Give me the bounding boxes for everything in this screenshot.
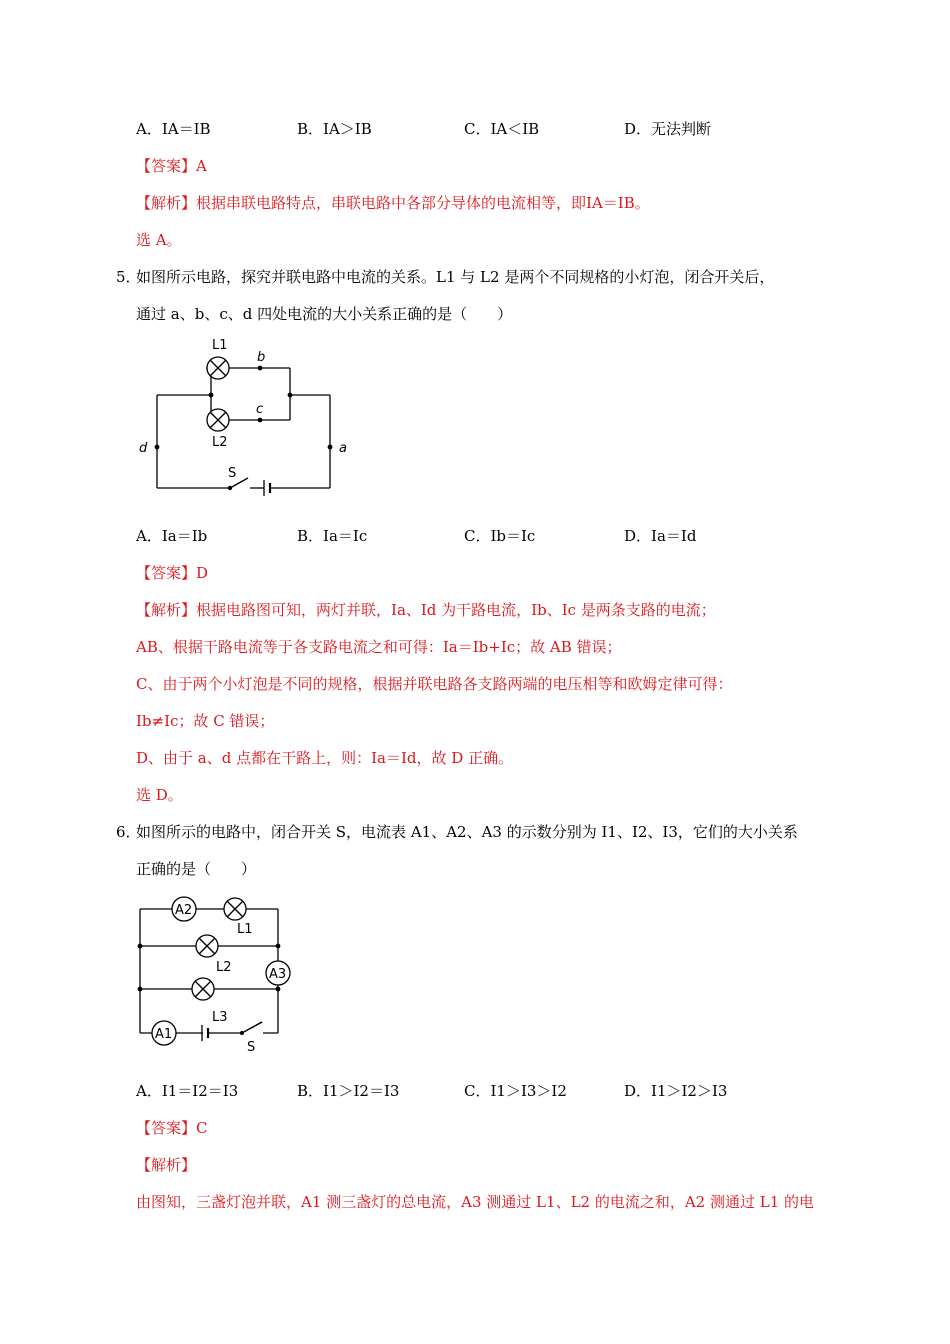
q6-stem-line2: 正确的是（ ）: [136, 860, 257, 878]
label-a1: A1: [155, 1027, 173, 1042]
label-l3: L3: [212, 1010, 228, 1025]
q5-option-a: A．Ia＝Ib: [136, 527, 208, 545]
q4-option-c: C．IA＜IB: [464, 120, 540, 138]
analysis-equation: IA＝IB。: [586, 194, 650, 212]
q5-analysis-line4: Ib≠Ic；故 C 错误；: [136, 712, 275, 730]
q6-analysis-tag: 【解析】: [136, 1156, 197, 1174]
q5-option-b: B．Ia＝Ic: [297, 527, 368, 545]
q5-conclusion: 选 D。: [136, 786, 183, 804]
q6-option-c: C．I1＞I3＞I2: [464, 1082, 567, 1100]
q5-number: 5．: [116, 268, 141, 286]
q6-option-b: B．I1＞I2＝I3: [297, 1082, 400, 1100]
answer-tag: 【答案】: [136, 1119, 197, 1137]
q5-option-c: C．Ib＝Ic: [464, 527, 536, 545]
q5-analysis-line3: C、由于两个小灯泡是不同的规格，根据并联电路各支路两端的电压相等和欧姆定律可得：: [136, 675, 733, 693]
label-s: S: [247, 1040, 256, 1055]
q5-analysis-line1: [136, 600, 716, 620]
q6-option-d: D．I1＞I2＞I3: [624, 1082, 728, 1100]
q6-option-a: A．I1＝I2＝I3: [136, 1082, 239, 1100]
q5-option-d: D．Ia＝Id: [624, 527, 697, 545]
analysis-tag: 【解析】: [136, 194, 197, 212]
label-l1: L1: [237, 922, 253, 937]
label-b: b: [257, 350, 266, 365]
q5-analysis-line5: D、由于 a、d 点都在干路上，则：Ia＝Id，故 D 正确。: [136, 749, 514, 767]
q5-stem-line2: 通过 a、b、c、d 四处电流的大小关系正确的是（ ）: [136, 305, 513, 323]
analysis-tag: 【解析】: [136, 601, 197, 619]
q4-answer: [136, 156, 207, 176]
q5-answer: [136, 563, 208, 583]
q6-answer: [136, 1118, 208, 1138]
label-l2: L2: [216, 960, 232, 975]
q4-option-b: B．IA＞IB: [297, 120, 372, 138]
q6-analysis-line1: 由图知，三盏灯泡并联，A1 测三盏灯的总电流，A3 测通过 L1、L2 的电流之和，A2 测通过 L1 的电: [136, 1193, 815, 1211]
label-c: c: [256, 402, 264, 417]
answer-value: D: [196, 564, 209, 582]
analysis-text: 根据串联电路特点，串联电路中各部分导体的电流相等，即: [196, 194, 587, 212]
answer-tag: 【答案】: [136, 564, 197, 582]
q6-circuit-diagram: [130, 893, 310, 1058]
q6-number: 6．: [116, 823, 141, 841]
q6-stem-line1: 如图所示的电路中，闭合开关 S，电流表 A1、A2、A3 的示数分别为 I1、I2、I3，它们的大小关系: [136, 823, 798, 841]
q4-analysis: [136, 193, 650, 213]
answer-value: C: [196, 1119, 208, 1137]
label-a2: A2: [175, 903, 193, 918]
label-l1: L1: [212, 338, 228, 353]
lamp-icon: [192, 898, 246, 1000]
q4-conclusion: 选 A。: [136, 231, 182, 249]
label-a3: A3: [269, 967, 287, 982]
answer-tag: 【答案】: [136, 157, 197, 175]
q4-option-d: D．无法判断: [624, 120, 712, 138]
q4-option-a: A．IA＝IB: [136, 120, 211, 138]
label-s: S: [228, 466, 237, 481]
label-l2: L2: [212, 435, 228, 450]
label-d: d: [139, 441, 148, 456]
q5-stem-line1: 如图所示电路，探究并联电路中电流的关系。L1 与 L2 是两个不同规格的小灯泡，闭合开关后，: [136, 268, 775, 286]
q5-analysis-line2: AB、根据干路电流等于各支路电流之和可得：Ia＝Ib+Ic；故 AB 错误；: [136, 638, 622, 656]
answer-value: A: [196, 157, 207, 175]
analysis-text: 根据电路图可知，两灯并联，Ia、Id 为干路电流，Ib、Ic 是两条支路的电流；: [196, 601, 716, 619]
label-a: a: [339, 441, 347, 456]
q5-circuit-diagram: [130, 335, 350, 505]
